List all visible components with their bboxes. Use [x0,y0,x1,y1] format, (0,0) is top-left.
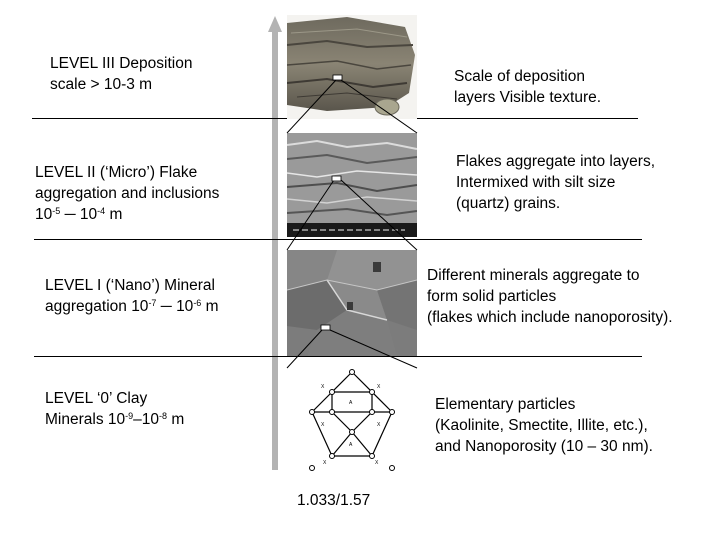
level-3-title [50,53,192,95]
lattice-letter: X [323,460,327,466]
slide-footer-number: 1.033/1.57 [297,492,371,509]
level-0-title [45,388,184,430]
level-3-description [454,66,601,108]
level-3-desc-line2: layers Visible texture. [454,89,602,106]
level-2-desc-line2: Intermixed with silt size [456,174,616,191]
lattice-letter: X [377,384,381,390]
zoom-marker-level-1 [321,325,330,330]
lattice-letter: X [321,422,325,428]
lattice-letter: X [321,384,325,390]
lattice-letter: X [375,460,379,466]
level-2-title [35,162,219,225]
zoom-marker-level-2 [332,176,341,181]
level-3-desc-line1: Scale of deposition [454,68,585,85]
level-1-desc-line2: form solid particles [427,288,557,305]
level-0-desc-line2: (Kaolinite, Smectite, Illite, etc.), [435,417,648,434]
level-3-title-line1: LEVEL III Deposition [50,55,193,72]
level-0-description [435,394,653,457]
level-0-desc-line1: Elementary particles [435,396,576,413]
level-3-title-line2: scale > 10-3 m [50,76,153,93]
level-2-range: $10^{-5}$ ─ $10^{-4}$ m [35,206,123,223]
lattice-letter: X [377,422,381,428]
level-1-title-line1: LEVEL I (‘Nano’) Mineral [45,277,215,294]
level-2-title-line1: LEVEL II (‘Micro’) Flake [35,164,198,181]
level-0-desc-line3: and Nanoporosity (10 – 30 nm). [435,438,653,455]
level-0-title-line1: LEVEL ‘0’ Clay [45,390,148,407]
level-2-title-line2: aggregation and inclusions [35,185,220,202]
level-2-desc-line1: Flakes aggregate into layers, [456,153,656,170]
level-1-desc-line3: (flakes which include nanoporosity). [427,309,673,326]
zoom-marker-level-3 [333,75,342,80]
level-2-description [456,151,655,214]
level-1-desc-line1: Different minerals aggregate to [427,267,640,284]
level-1-description [427,265,673,328]
lattice-letter: A [349,442,353,448]
level-0-range: Minerals $10^{-9}-10^{-8}$ m [45,411,185,428]
level-2-desc-line3: (quartz) grains. [456,195,561,212]
lattice-letter: A [349,400,353,406]
level-1-title [45,275,219,317]
level-1-range: aggregation $10^{-7}$ ─ $10^{-6}$ m [45,298,219,315]
